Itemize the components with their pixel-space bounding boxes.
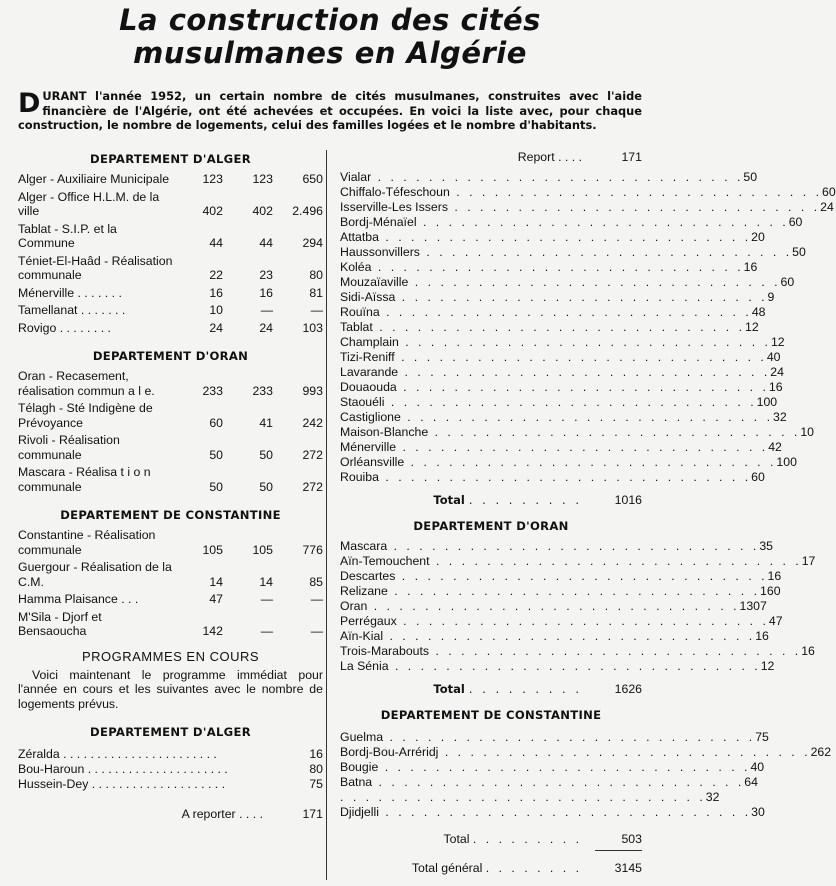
habitants-value: 650 bbox=[302, 172, 323, 186]
place-name: Bordj-Ménaïel bbox=[340, 215, 417, 229]
list-item bbox=[18, 762, 323, 777]
habitants-value: 85 bbox=[309, 574, 323, 589]
place-name: La Sénia bbox=[340, 659, 389, 673]
list-item: Ménerville . . . . . . . . . . . . . . . . . . . . . . . . . . . . . 42 bbox=[340, 440, 782, 454]
logements-value: 50 bbox=[792, 245, 806, 259]
place-name: Vialar bbox=[340, 170, 372, 184]
list-item: Rouiba . . . . . . . . . . . . . . . . . . . . . . . . . . . . . 60 bbox=[340, 470, 765, 484]
list-item: Rouïna . . . . . . . . . . . . . . . . . . . . . . . . . . . . . 48 bbox=[340, 305, 766, 319]
list-item: Douaouda . . . . . . . . . . . . . . . . . . . . . . . . . . . . . 16 bbox=[340, 380, 783, 394]
list-item bbox=[18, 777, 323, 792]
logements-value: 233 bbox=[202, 383, 223, 398]
right-column bbox=[340, 150, 836, 876]
logements-value: 32 bbox=[705, 790, 720, 804]
list-item: Mascara . . . . . . . . . . . . . . . . . . . . . . . . . . . . . 35 bbox=[340, 539, 773, 553]
place-name: Mascara bbox=[340, 539, 388, 553]
familles-value: 50 bbox=[259, 447, 273, 462]
carry-value: 171 bbox=[302, 807, 323, 821]
place-name: Haussonvillers bbox=[340, 245, 420, 259]
list-item: . . . . . . . . . . . . . . . . . . . . . . . . . . . . . 32 bbox=[340, 790, 720, 804]
place-name: Perrégaux bbox=[340, 614, 397, 628]
logements-value: 16 bbox=[309, 747, 323, 761]
place-name: Constantine - Réalisation communale bbox=[18, 528, 156, 557]
familles-value: — bbox=[260, 303, 273, 317]
list-item: Chiffalo-Téfeschoun . . . . . . . . . . . . . . . . . . . . . . . . . . . . . 60 bbox=[340, 185, 836, 199]
habitants-value: — bbox=[310, 592, 323, 606]
logements-value: 16 bbox=[767, 569, 782, 583]
title-line-1: La construction des cités bbox=[119, 3, 541, 37]
list-item: Guelma . . . . . . . . . . . . . . . . . . . . . . . . . . . . . 75 bbox=[340, 730, 769, 744]
table-row bbox=[18, 560, 323, 589]
logements-value: 40 bbox=[766, 350, 781, 364]
programmes-heading: PROGRAMMES EN COURS bbox=[81, 648, 260, 664]
place-name: Koléa bbox=[340, 260, 372, 274]
total-row: Total . . . . . . . . . 503 bbox=[443, 832, 642, 846]
habitants-value: — bbox=[310, 303, 323, 317]
table-row bbox=[18, 321, 323, 336]
list-item: Aïn-Kial . . . . . . . . . . . . . . . . . . . . . . . . . . . . . 16 bbox=[340, 629, 769, 643]
logements-value: 160 bbox=[760, 584, 781, 598]
total-row: Total . . . . . . . . . 1016 bbox=[433, 493, 642, 507]
logements-value: 9 bbox=[767, 290, 775, 304]
total-value: 1016 bbox=[614, 493, 642, 507]
list-item: Tizi-Reniff . . . . . . . . . . . . . . . . . . . . . . . . . . . . . 40 bbox=[340, 350, 781, 364]
place-name: Alger - Auxiliaire Municipale bbox=[18, 172, 170, 186]
place-name: Relizane bbox=[340, 584, 388, 598]
logements-value: 100 bbox=[756, 395, 778, 409]
left-column bbox=[18, 152, 323, 822]
logements-value: 17 bbox=[801, 554, 816, 568]
logements-value: 32 bbox=[773, 410, 787, 424]
table-row bbox=[18, 254, 323, 283]
intro-paragraph bbox=[18, 89, 642, 133]
list-item: Bordj-Ménaïel . . . . . . . . . . . . . . . . . . . . . . . . . . . . . 60 bbox=[340, 215, 803, 229]
logements-value: 64 bbox=[744, 775, 758, 789]
logements-value: 24 bbox=[209, 320, 223, 335]
drop-cap: D bbox=[18, 88, 41, 119]
list-item: Djidjelli . . . . . . . . . . . . . . . . . . . . . . . . . . . . . 30 bbox=[340, 805, 765, 819]
place-name: Télagh - Sté Indigène de Prévoyance bbox=[18, 401, 153, 430]
total-label: Total bbox=[433, 493, 465, 507]
logements-value: 100 bbox=[776, 455, 797, 469]
place-name: Trois-Marabouts bbox=[340, 644, 430, 658]
place-name: Orléansville bbox=[340, 455, 405, 469]
familles-value: — bbox=[260, 592, 273, 606]
table-row bbox=[18, 222, 323, 251]
list-item: Koléa . . . . . . . . . . . . . . . . . . . . . . . . . . . . . 16 bbox=[340, 260, 758, 274]
section-heading: DEPARTEMENT D'ORAN bbox=[413, 519, 569, 533]
place-name: Mouzaïaville bbox=[340, 275, 409, 289]
place-name: Batna bbox=[340, 775, 373, 789]
logements-value: 50 bbox=[209, 447, 223, 462]
list-item: Relizane . . . . . . . . . . . . . . . . . . . . . . . . . . . . . 160 bbox=[340, 584, 781, 598]
place-name: Guelma bbox=[340, 730, 384, 744]
place-name: Hussein-Dey . . . . . . . . . . . . . . . . . . . . bbox=[18, 777, 226, 791]
logements-value: 50 bbox=[743, 170, 758, 184]
logements-value: 16 bbox=[743, 260, 758, 274]
place-name: Alger - Office H.L.M. de la ville bbox=[18, 189, 160, 218]
list-item: Mouzaïaville . . . . . . . . . . . . . . . . . . . . . . . . . . . . . 60 bbox=[340, 275, 795, 289]
place-name: Rouiba bbox=[340, 470, 379, 484]
place-name: Descartes bbox=[340, 569, 396, 583]
logements-value: 60 bbox=[209, 415, 223, 430]
logements-value: 42 bbox=[768, 440, 782, 454]
place-name: Staouéli bbox=[340, 395, 385, 409]
logements-value: 48 bbox=[751, 305, 766, 319]
list-item: Descartes . . . . . . . . . . . . . . . . . . . . . . . . . . . . . 16 bbox=[340, 569, 782, 583]
logements-value: 16 bbox=[801, 644, 815, 658]
list-item: Bougie . . . . . . . . . . . . . . . . . . . . . . . . . . . . . 40 bbox=[340, 760, 765, 774]
place-name: Téniet-El-Haâd - Réalisation communale bbox=[18, 253, 173, 282]
logements-value: 1307 bbox=[739, 599, 767, 613]
list-item: Maison-Blanche . . . . . . . . . . . . . . . . . . . . . . . . . . . . . 10 bbox=[340, 425, 815, 439]
list-item: Champlain . . . . . . . . . . . . . . . . . . . . . . . . . . . . . 12 bbox=[340, 335, 785, 349]
table-row bbox=[18, 190, 323, 219]
logements-value: 24 bbox=[820, 200, 834, 214]
place-name: Oran - Recasement, réalisation commun a l e. bbox=[18, 369, 155, 398]
list-item: Isserville-Les Issers . . . . . . . . . . . . . . . . . . . . . . . . . . . . . 24 bbox=[340, 200, 834, 214]
place-name: Aïn-Temouchent bbox=[340, 554, 430, 568]
logements-value: 50 bbox=[209, 479, 223, 494]
section-heading: DEPARTEMENT D'ALGER bbox=[90, 152, 251, 166]
place-name: Rovigo . . . . . . . . bbox=[18, 320, 111, 335]
place-name: Isserville-Les Issers bbox=[340, 200, 448, 214]
carry-forward-row bbox=[18, 807, 323, 822]
familles-value: 44 bbox=[259, 236, 273, 250]
table-row bbox=[18, 528, 323, 557]
place-name: Castiglione bbox=[340, 410, 401, 424]
place-name: Maison-Blanche bbox=[340, 425, 429, 439]
list-item: Perrégaux . . . . . . . . . . . . . . . . . . . . . . . . . . . . . 47 bbox=[340, 614, 783, 628]
list-item: La Sénia . . . . . . . . . . . . . . . . . . . . . . . . . . . . . 12 bbox=[340, 659, 775, 673]
familles-value: 123 bbox=[252, 172, 273, 186]
total-value: 503 bbox=[621, 832, 642, 846]
total-value: 1626 bbox=[614, 682, 642, 696]
title-line-2: musulmanes en Algérie bbox=[133, 36, 527, 70]
list-item: Staouéli . . . . . . . . . . . . . . . . . . . . . . . . . . . . . 100 bbox=[340, 395, 778, 409]
logements-value: 44 bbox=[209, 236, 223, 250]
habitants-value: 80 bbox=[309, 268, 323, 282]
table-row bbox=[18, 465, 323, 494]
familles-value: 105 bbox=[252, 542, 273, 557]
habitants-value: 776 bbox=[302, 542, 323, 557]
familles-value: 50 bbox=[259, 479, 273, 494]
habitants-value: 103 bbox=[302, 320, 323, 335]
place-name: Ménerville bbox=[340, 440, 397, 454]
place-name: Hamma Plaisance . . . bbox=[18, 592, 139, 606]
list-item: Attatba . . . . . . . . . . . . . . . . . . . . . . . . . . . . . 20 bbox=[340, 230, 765, 244]
list-item: Lavarande . . . . . . . . . . . . . . . . . . . . . . . . . . . . . 24 bbox=[340, 365, 784, 379]
habitants-value: 272 bbox=[302, 447, 323, 462]
column-separator bbox=[326, 150, 327, 880]
report-label: Report . . . . bbox=[517, 150, 582, 164]
table-row bbox=[18, 610, 323, 639]
logements-value: 35 bbox=[759, 539, 773, 553]
sum-rule bbox=[595, 850, 642, 851]
place-name: Tizi-Reniff bbox=[340, 350, 395, 364]
place-name: Tablat bbox=[340, 320, 373, 334]
logements-value: 14 bbox=[209, 574, 223, 589]
list-item: Orléansville . . . . . . . . . . . . . . . . . . . . . . . . . . . . . 100 bbox=[340, 455, 797, 469]
logements-value: 16 bbox=[209, 285, 223, 300]
place-name: Djidjelli bbox=[340, 805, 379, 819]
section-heading: DEPARTEMENT D'ALGER bbox=[90, 725, 251, 739]
logements-value: 60 bbox=[821, 185, 836, 199]
familles-value: 41 bbox=[259, 415, 273, 430]
table-row bbox=[18, 401, 323, 430]
table-row bbox=[18, 369, 323, 398]
logements-value: 47 bbox=[209, 592, 223, 606]
habitants-value: — bbox=[310, 624, 323, 638]
place-name: Bordj-Bou-Arréridj bbox=[340, 745, 439, 759]
logements-value: 10 bbox=[209, 303, 223, 317]
logements-value: 40 bbox=[750, 760, 765, 774]
logements-value: 16 bbox=[755, 629, 769, 643]
table-row bbox=[18, 303, 323, 318]
place-name: Douaouda bbox=[340, 380, 397, 394]
logements-value: 75 bbox=[755, 730, 769, 744]
logements-value: 142 bbox=[202, 624, 223, 638]
logements-value: 80 bbox=[309, 762, 323, 776]
report-row bbox=[340, 150, 642, 165]
list-item: Trois-Marabouts . . . . . . . . . . . . . . . . . . . . . . . . . . . . . 16 bbox=[340, 644, 815, 658]
logements-value: 47 bbox=[768, 614, 783, 628]
logements-value: 402 bbox=[202, 204, 223, 218]
list-item: Haussonvillers . . . . . . . . . . . . . . . . . . . . . . . . . . . . . 50 bbox=[340, 245, 806, 259]
logements-value: 30 bbox=[751, 805, 765, 819]
intro-text: URANT l'année 1952, un certain nombre de cités musulmanes, construites avec l'aide financière de l'Algérie, ont été achevées et occupées. En voici la liste avec, pour chaque construction, le nombre de logements, celui des familles logées et le nombre d'habitants. bbox=[18, 89, 642, 132]
carry-label: A reporter . . . . bbox=[181, 807, 263, 821]
familles-value: 233 bbox=[252, 383, 273, 398]
logements-value: 16 bbox=[768, 380, 783, 394]
list-item: Sidi-Aïssa . . . . . . . . . . . . . . . . . . . . . . . . . . . . . 9 bbox=[340, 290, 775, 304]
familles-value: 23 bbox=[259, 268, 273, 282]
logements-value: 22 bbox=[209, 268, 223, 282]
list-item: Batna . . . . . . . . . . . . . . . . . . . . . . . . . . . . . 64 bbox=[340, 775, 758, 789]
place-name: Chiffalo-Téfeschoun bbox=[340, 185, 450, 199]
place-name: Rivoli - Réalisation communale bbox=[18, 433, 120, 462]
place-name: Ménerville . . . . . . . bbox=[18, 285, 122, 300]
habitants-value: 993 bbox=[302, 383, 323, 398]
logements-value: 75 bbox=[309, 777, 323, 791]
list-item bbox=[18, 747, 323, 762]
habitants-value: 2.496 bbox=[292, 204, 323, 218]
place-name: Aïn-Kial bbox=[340, 629, 384, 643]
place-name: Tablat - S.I.P. et la Commune bbox=[18, 221, 117, 250]
place-name: Champlain bbox=[340, 335, 399, 349]
report-value: 171 bbox=[621, 150, 642, 164]
list-item: Oran . . . . . . . . . . . . . . . . . . . . . . . . . . . . . 1307 bbox=[340, 599, 767, 613]
place-name: Bougie bbox=[340, 760, 379, 774]
familles-value: 14 bbox=[259, 574, 273, 589]
section-heading: DEPARTEMENT D'ORAN bbox=[92, 349, 249, 363]
familles-value: 16 bbox=[259, 285, 273, 300]
page-title bbox=[0, 4, 660, 70]
logements-value: 12 bbox=[744, 320, 759, 334]
place-name: Bou-Haroun . . . . . . . . . . . . . . . . . . . . . bbox=[18, 762, 228, 776]
place-name: Lavarande bbox=[340, 365, 399, 379]
logements-value: 24 bbox=[770, 365, 784, 379]
section-heading: DEPARTEMENT DE CONSTANTINE bbox=[60, 508, 281, 522]
place-name: Oran bbox=[340, 599, 368, 613]
familles-value: — bbox=[260, 624, 273, 638]
total-row: Total . . . . . . . . . 1626 bbox=[433, 682, 642, 696]
logements-value: 12 bbox=[760, 659, 775, 673]
list-item: Aïn-Temouchent . . . . . . . . . . . . . . . . . . . . . . . . . . . . . 17 bbox=[340, 554, 816, 568]
logements-value: 105 bbox=[202, 542, 223, 557]
logements-value: 60 bbox=[788, 215, 803, 229]
section-heading: DEPARTEMENT DE CONSTANTINE bbox=[380, 708, 602, 722]
place-name: Guergour - Réalisation de la C.M. bbox=[18, 560, 172, 589]
total-label: Total bbox=[433, 682, 465, 696]
place-name: M'Sila - Djorf et Bensaoucha bbox=[18, 609, 102, 638]
familles-value: 402 bbox=[252, 204, 273, 218]
place-name: Sidi-Aïssa bbox=[340, 290, 396, 304]
logements-value: 60 bbox=[751, 470, 765, 484]
list-item: Tablat . . . . . . . . . . . . . . . . . . . . . . . . . . . . . 12 bbox=[340, 320, 759, 334]
table-row bbox=[18, 172, 323, 187]
logements-value: 12 bbox=[770, 335, 785, 349]
logements-value: 262 bbox=[810, 745, 832, 759]
place-name: Zéralda . . . . . . . . . . . . . . . . . . . . . . . bbox=[18, 747, 217, 761]
habitants-value: 242 bbox=[302, 415, 323, 430]
place-name: Attatba bbox=[340, 230, 379, 244]
habitants-value: 294 bbox=[302, 236, 323, 250]
grand-total-value: 3145 bbox=[614, 861, 642, 875]
grand-total-label: Total général bbox=[411, 861, 483, 875]
table-row bbox=[18, 592, 323, 607]
logements-value: 60 bbox=[780, 275, 795, 289]
list-item: Vialar . . . . . . . . . . . . . . . . . . . . . . . . . . . . . 50 bbox=[340, 170, 758, 184]
list-item: Castiglione . . . . . . . . . . . . . . . . . . . . . . . . . . . . . 32 bbox=[340, 410, 787, 424]
familles-value: 24 bbox=[259, 320, 273, 335]
table-row bbox=[18, 433, 323, 462]
place-name: Mascara - Réalisa t i o n communale bbox=[18, 465, 151, 494]
total-label: Total bbox=[443, 832, 470, 846]
list-item: Bordj-Bou-Arréridj . . . . . . . . . . . . . . . . . . . . . . . . . . . . . 262 bbox=[340, 745, 832, 759]
place-name: Tamellanat . . . . . . . bbox=[18, 303, 126, 317]
logements-value: 20 bbox=[751, 230, 765, 244]
logements-value: 10 bbox=[800, 425, 815, 439]
grand-total-row: Total général . . . . . . . . 3145 bbox=[411, 861, 642, 875]
habitants-value: 81 bbox=[309, 285, 323, 300]
table-row bbox=[18, 286, 323, 301]
habitants-value: 272 bbox=[302, 479, 323, 494]
logements-value: 123 bbox=[202, 172, 223, 186]
programmes-text: Voici maintenant le programme immédiat pour l'année en cours et les suivantes avec le nombre de logements prévus. bbox=[18, 667, 323, 711]
place-name: Rouïna bbox=[340, 305, 380, 319]
